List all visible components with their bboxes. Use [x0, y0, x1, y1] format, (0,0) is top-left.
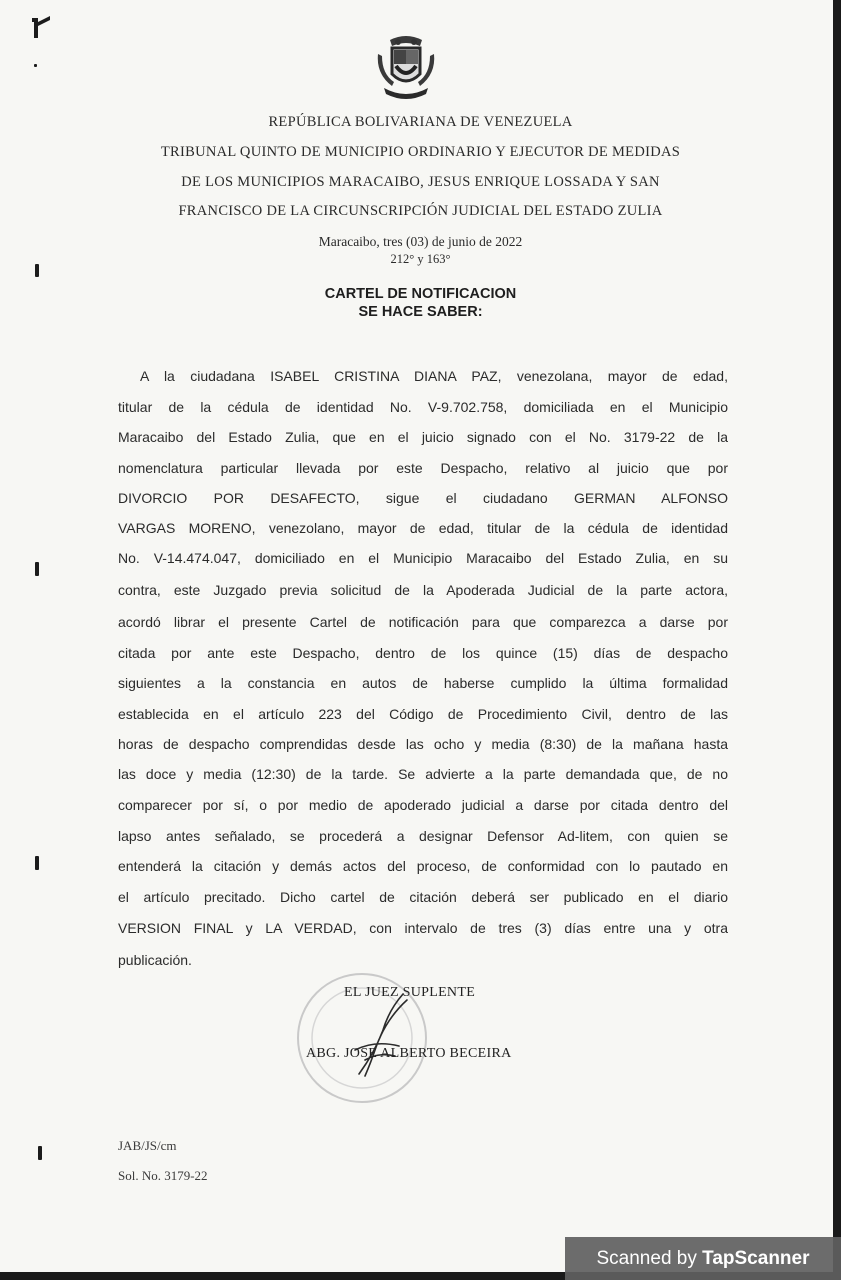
body-line: A la ciudadana ISABEL CRISTINA DIANA PAZ, venezolana, mayor de edad,	[140, 368, 728, 384]
body-line: entenderá la citación y demás actos del proceso, de conformidad con lo pautado en	[118, 858, 728, 874]
body-line: establecida en el artículo 223 del Código de Procedimiento Civil, dentro de las	[118, 706, 728, 722]
corner-scan-mark	[28, 14, 54, 40]
venezuela-coat-of-arms-icon	[370, 34, 442, 102]
handwritten-signature	[345, 990, 425, 1080]
body-line: VERSION FINAL y LA VERDAD, con intervalo de tres (3) días entre una y otra	[118, 920, 728, 936]
header-municipios: DE LOS MUNICIPIOS MARACAIBO, JESUS ENRIQUE LOSSADA Y SAN	[181, 174, 660, 190]
document-date: Maracaibo, tres (03) de junio de 2022	[318, 234, 523, 249]
header-circunscripcion: FRANCISCO DE LA CIRCUNSCRIPCIÓN JUDICIAL DEL ESTADO ZULIA	[178, 203, 663, 219]
body-line: horas de despacho comprendidas desde las ocho y media (8:30) de la mañana hasta	[118, 736, 728, 752]
body-line: citada por ante este Despacho, dentro de los quince (15) días de despacho	[118, 645, 728, 661]
body-line: lapso antes señalado, se procederá a designar Defensor Ad-litem, con quien se	[118, 828, 728, 844]
header-republic: REPÚBLICA BOLIVARIANA DE VENEZUELA	[268, 114, 573, 130]
scanner-watermark-badge	[565, 1237, 841, 1280]
punch-mark	[35, 562, 39, 576]
signature-name: ABG. JOSE ALBERTO BECEIRA	[306, 1046, 512, 1061]
punch-mark	[38, 1146, 42, 1160]
body-line: publicación.	[118, 952, 192, 968]
body-line: Maracaibo del Estado Zulia, que en el juicio signado con el No. 3179-22 de la	[118, 429, 728, 445]
body-line: titular de la cédula de identidad No. V-9.702.758, domiciliada en el Municipio	[118, 399, 728, 415]
body-line: comparecer por sí, o por medio de apoderado judicial a darse por citada dentro del	[118, 797, 728, 813]
body-line: siguientes a la constancia en autos de haberse cumplido la última formalidad	[118, 675, 728, 691]
header-tribunal: TRIBUNAL QUINTO DE MUNICIPIO ORDINARIO Y EJECUTOR DE MEDIDAS	[160, 144, 681, 160]
body-line: el artículo precitado. Dicho cartel de citación deberá ser publicado en el diario	[118, 889, 728, 905]
body-line: VARGAS MORENO, venezolano, mayor de edad, titular de la cédula de identidad	[118, 520, 728, 536]
body-line: acordó librar el presente Cartel de notificación para que comparezca a darse por	[118, 614, 728, 630]
scanner-badge-brand: TapScanner	[702, 1248, 810, 1269]
document-title: CARTEL DE NOTIFICACION	[324, 286, 517, 302]
body-line: las doce y media (12:30) de la tarde. Se advierte a la parte demandada que, de no	[118, 766, 728, 782]
document-subtitle: SE HACE SABER:	[358, 304, 483, 320]
document-sol-number: Sol. No. 3179-22	[118, 1168, 208, 1183]
document-years: 212° y 163°	[390, 252, 451, 266]
punch-mark	[35, 856, 39, 870]
punch-mark	[34, 64, 37, 67]
body-line: No. V-14.474.047, domiciliado en el Municipio Maracaibo del Estado Zulia, en su	[118, 550, 728, 566]
body-line: DIVORCIO POR DESAFECTO, sigue el ciudadano GERMAN ALFONSO	[118, 490, 728, 506]
signature-role: EL JUEZ SUPLENTE	[344, 985, 476, 1000]
scanner-badge-prefix: Scanned by	[596, 1248, 703, 1269]
document-initials: JAB/JS/cm	[118, 1138, 177, 1153]
body-line: contra, este Juzgado previa solicitud de la Apoderada Judicial de la parte actora,	[118, 582, 728, 598]
body-line: nomenclatura particular llevada por este Despacho, relativo al juicio que por	[118, 460, 728, 476]
